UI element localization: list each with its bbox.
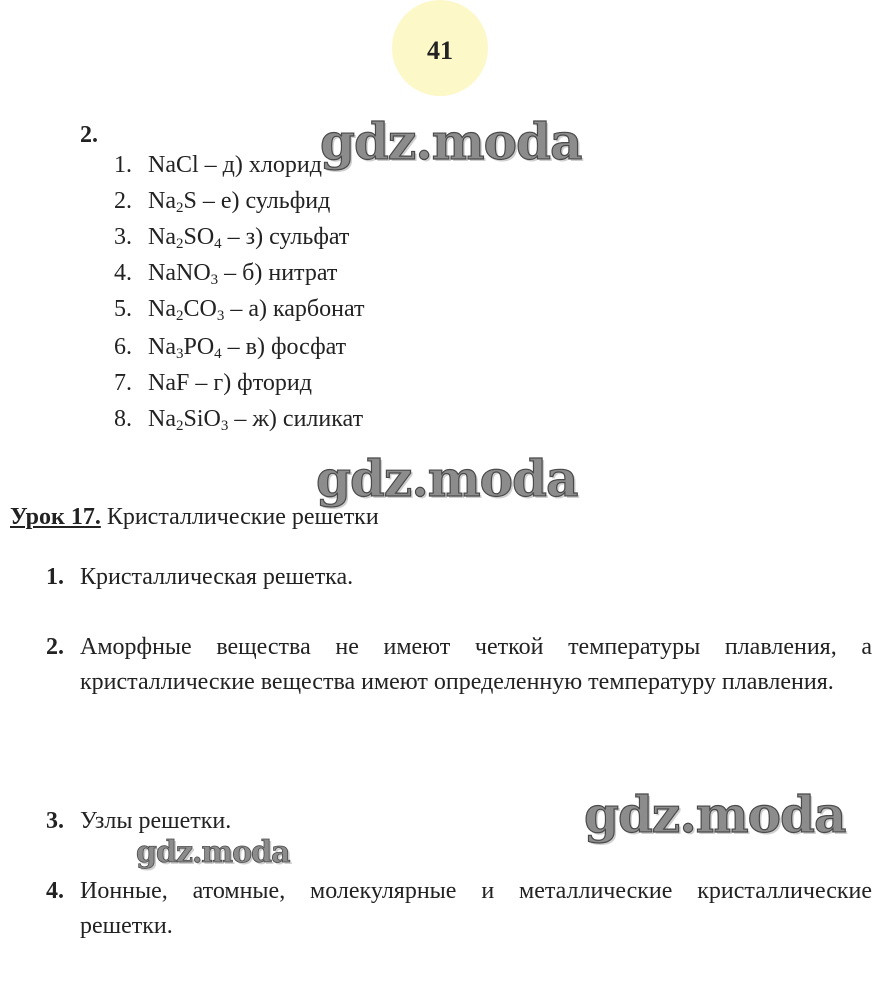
list-item: 1. NaCl – д) хлорид (114, 152, 322, 178)
list-item: 6. $Na_3PO_4 - в$) фосфат (114, 334, 347, 362)
lesson-title: Кристаллические решетки (100, 504, 379, 530)
watermark: gdz.moda (136, 835, 290, 870)
answer-4: 4. Ионные, атомные, молекулярные и металлические кристаллические решетки. (46, 878, 872, 939)
watermark: gdz.moda (320, 112, 582, 171)
lesson-heading (10, 504, 379, 531)
list-item: 2. $Na_2S - е$) сульфид (114, 188, 331, 216)
list-item: 4. NaNO$_3$ – б) нитрат (114, 260, 338, 288)
list-item: 3. $Na_2SO_4 - з$) сульфат (114, 224, 350, 252)
task-2-number: 2. (80, 122, 98, 148)
lesson-label: Урок 17. (10, 504, 101, 530)
answer-3: 3. Узлы решетки. (46, 808, 232, 834)
list-item: 7. NaF – г) фторид (114, 370, 312, 396)
list-item: 5. $Na_2CO_3 - а$) карбонат (114, 296, 365, 324)
watermark: gdz.moda (584, 785, 846, 844)
list-item: 8. $Na_2SiO_3 - ж$) силикат (114, 406, 364, 434)
page-number: 41 (427, 36, 453, 65)
answer-1: 1. Кристаллическая решетка. (46, 564, 354, 590)
watermark: gdz.moda (316, 449, 578, 508)
answer-2: 2. Аморфные вещества не имеют четкой температуры плавления, а кристаллические вещества имеют определенную температуру плавления. (46, 634, 872, 695)
